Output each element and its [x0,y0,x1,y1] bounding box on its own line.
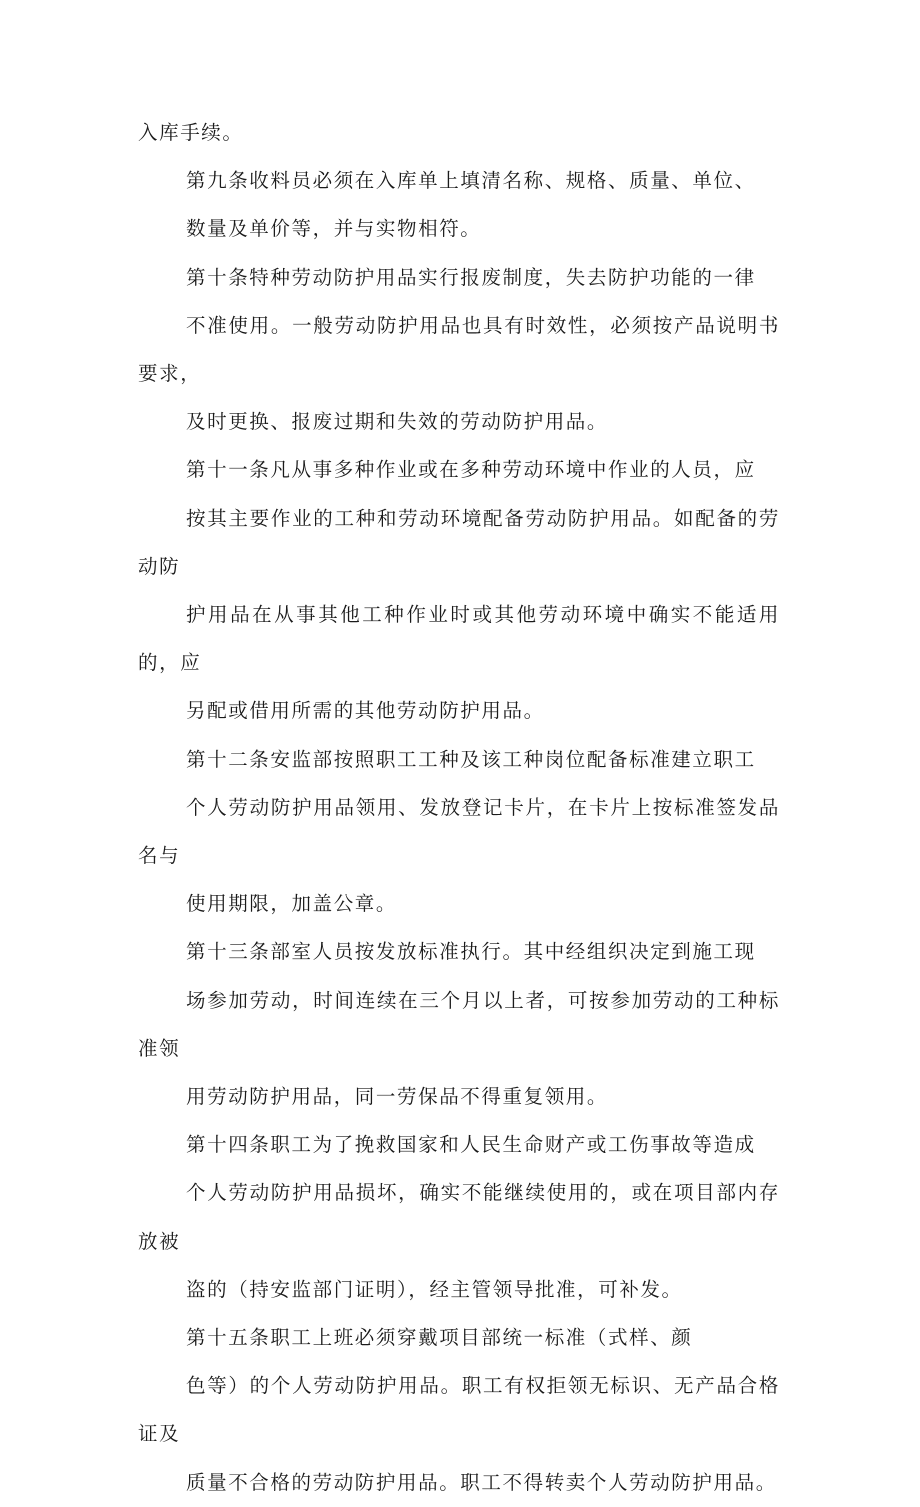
text-line: 入库手续。 [138,121,244,144]
text-line: 第十二条安监部按照职工工种及该工种岗位配备标准建立职工 [186,747,756,771]
text-line: 质量不合格的劳动防护用品。职工不得转卖个人劳动防护用品。 [186,1470,777,1494]
text-line: 不准使用。一般劳动防护用品也具有时效性，必须按产品说明书要求， [138,313,780,386]
paragraph-article-9 [138,157,780,253]
document-body [138,109,780,1507]
paragraph-continuation [138,109,780,157]
text-line: 护用品在从事其他工种作业时或其他劳动环境中确实不能适用的，应 [138,603,780,675]
text-line: 场参加劳动，时间连续在三个月以上者，可按参加劳动的工种标准领 [138,988,780,1060]
text-line: 按其主要作业的工种和劳动环境配备劳动防护用品。如配备的劳动防 [138,506,780,578]
paragraph-article-15 [138,1314,780,1507]
paragraph-article-11 [138,446,780,735]
text-line: 个人劳动防护用品损坏，确实不能继续使用的，或在项目部内存放被 [138,1181,780,1253]
paragraph-article-14 [138,1121,780,1314]
text-line: 另配或借用所需的其他劳动防护用品。 [186,699,545,723]
text-line: 色等）的个人劳动防护用品。职工有权拒领无标识、无产品合格证及 [138,1374,780,1446]
text-line: 使用期限，加盖公章。 [186,892,398,916]
text-line: 个人劳动防护用品领用、发放登记卡片，在卡片上按标准签发品名与 [138,795,780,868]
text-line: 第九条收料员必须在入库单上填清名称、规格、质量、单位、 [186,169,756,193]
paragraph-article-10 [138,254,780,447]
text-line: 数量及单价等，并与实物相符。 [186,217,482,241]
text-line: 盗的（持安监部门证明），经主管领导批准，可补发。 [186,1277,683,1301]
text-line: 及时更换、报废过期和失效的劳动防护用品。 [186,410,609,434]
text-line: 用劳动防护用品，同一劳保品不得重复领用。 [186,1085,609,1109]
text-line: 第十三条部室人员按发放标准执行。其中经组织决定到施工现 [186,940,756,964]
text-line: 第十一条凡从事多种作业或在多种劳动环境中作业的人员，应 [186,458,756,482]
text-line: 第十五条职工上班必须穿戴项目部统一标准（式样、颜 [186,1326,693,1350]
text-line: 第十四条职工为了挽救国家和人民生命财产或工伤事故等造成 [186,1133,756,1157]
paragraph-article-13 [138,928,780,1121]
text-line: 第十条特种劳动防护用品实行报废制度，失去防护功能的一律 [186,265,756,289]
paragraph-article-12 [138,736,780,929]
